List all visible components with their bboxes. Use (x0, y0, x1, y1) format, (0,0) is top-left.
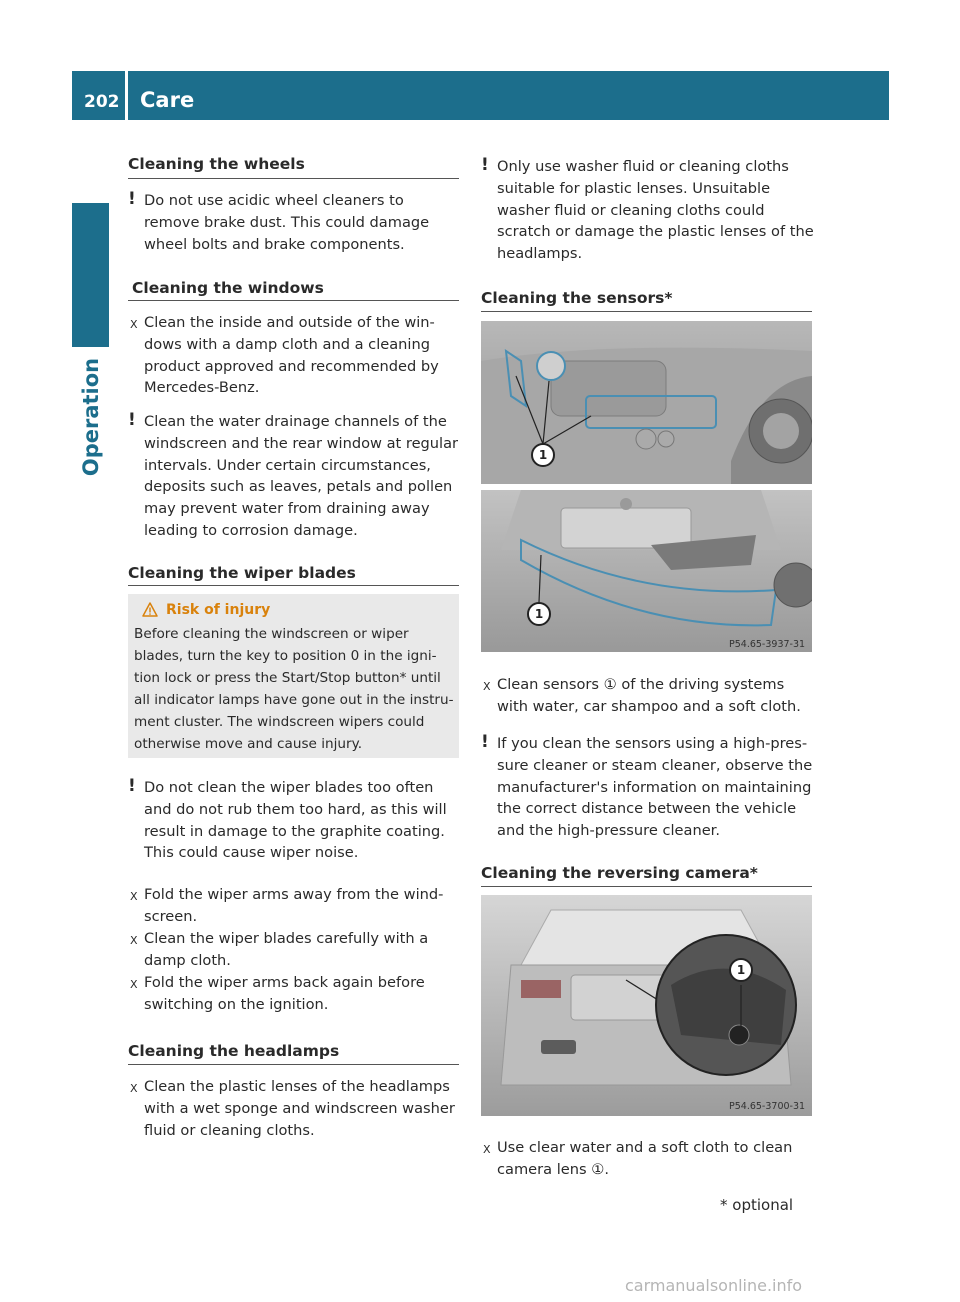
sensors-step: Clean sensors ① of the driving systems with water, car shampoo and a soft cloth. (497, 676, 801, 715)
front-bumper-image (481, 321, 812, 484)
windows-heading: Cleaning the windows (132, 279, 324, 297)
note-mark-icon: ! (128, 410, 136, 430)
note-mark-icon: ! (128, 189, 136, 209)
step-arrow-icon: X (130, 934, 138, 947)
windows-note: Clean the water drainage channels of the windscreen and the rear window at regular intervals. Under certain circumstances, deposits such as leaves, petals and pollen may prevent water from draining away leading to corrosion damage. (144, 413, 459, 539)
sensor-callout-1: 1 (527, 602, 551, 626)
image-code: P54.65-3700-31 (729, 1101, 806, 1112)
wipers-step-3: Fold the wiper arms back again before switching on the ignition. (144, 974, 425, 1013)
headlamps-step: Clean the plastic lenses of the headlamps with a wet sponge and windscreen washer fluid or cleaning cloths. (144, 1078, 455, 1139)
header-bar (72, 71, 889, 120)
camera-rule (481, 886, 812, 887)
section-title: Care (140, 88, 195, 112)
step-arrow-icon: X (483, 1143, 491, 1156)
windows-rule (128, 300, 459, 301)
windows-step: Clean the inside and outside of the win- dows with a damp cloth and a cleaning product approved and recommended by Mercedes-Benz. (144, 314, 439, 397)
wheels-heading: Cleaning the wheels (128, 155, 305, 173)
warning-text: Before cleaning the windscreen or wiper blades, turn the key to position 0 in the igni- tion lock or press the Start/Stop button* until all indicator lamps have gone out in the instru- ment cluster. The windscreen wipers could otherwise move and cause injury. (134, 626, 454, 752)
sensors-heading: Cleaning the sensors* (481, 289, 673, 307)
footer-note: * optional (720, 1196, 794, 1214)
camera-step: Use clear water and a soft cloth to clean camera lens ①. (497, 1139, 793, 1178)
wipers-note: Do not clean the wiper blades too often and do not rub them too hard, as this will result in damage to the graphite coating. This could cause wiper noise. (144, 779, 447, 862)
image-code: P54.65-3937-31 (729, 639, 806, 650)
sensors-note: If you clean the sensors using a high-pres- sure cleaner or steam cleaner, observe the manufacturer's information on maintaining the correct distance between the vehicle and the high-pressure cleaner. (497, 735, 813, 840)
warning-box (128, 594, 459, 758)
header-divider (125, 71, 128, 120)
note-mark-icon: ! (481, 732, 489, 752)
headlamps-note: Only use washer fluid or cleaning cloths suitable for plastic lenses. Unsuitable washer fluid or cleaning cloths could scratch or damage the plastic lenses of the headlamps. (497, 158, 814, 263)
rear-camera-illustration (481, 895, 812, 1116)
step-arrow-icon: X (130, 318, 138, 331)
front-bumper-illustration (481, 321, 812, 484)
camera-callout-1: 1 (729, 958, 753, 982)
step-arrow-icon: X (483, 680, 491, 693)
note-mark-icon: ! (481, 155, 489, 175)
note-mark-icon: ! (128, 776, 136, 796)
warning-title: Risk of injury (166, 602, 271, 618)
wipers-rule (128, 585, 459, 586)
step-arrow-icon: X (130, 978, 138, 991)
sidebar-label: Operation (78, 357, 103, 477)
wipers-step-2: Clean the wiper blades carefully with a damp cloth. (144, 930, 429, 969)
page-number: 202 (84, 92, 120, 112)
headlamps-rule (128, 1064, 459, 1065)
rear-camera-image (481, 895, 812, 1116)
wheels-note: Do not use acidic wheel cleaners to remove brake dust. This could damage wheel bolts and brake components. (144, 192, 430, 253)
sensors-rule (481, 311, 812, 312)
watermark: carmanualsonline.info (625, 1276, 803, 1295)
step-arrow-icon: X (130, 1082, 138, 1095)
sensor-callout-1: 1 (531, 443, 555, 467)
sidebar-block (72, 203, 109, 347)
rear-bumper-image (481, 490, 812, 652)
headlamps-heading: Cleaning the headlamps (128, 1042, 340, 1060)
camera-heading: Cleaning the reversing camera* (481, 864, 758, 882)
wipers-step-1: Fold the wiper arms away from the wind- screen. (144, 886, 444, 925)
step-arrow-icon: X (130, 890, 138, 903)
rear-bumper-illustration (481, 490, 812, 652)
wheels-rule (128, 178, 459, 179)
wipers-heading: Cleaning the wiper blades (128, 564, 356, 582)
warning-triangle-icon (142, 602, 158, 618)
